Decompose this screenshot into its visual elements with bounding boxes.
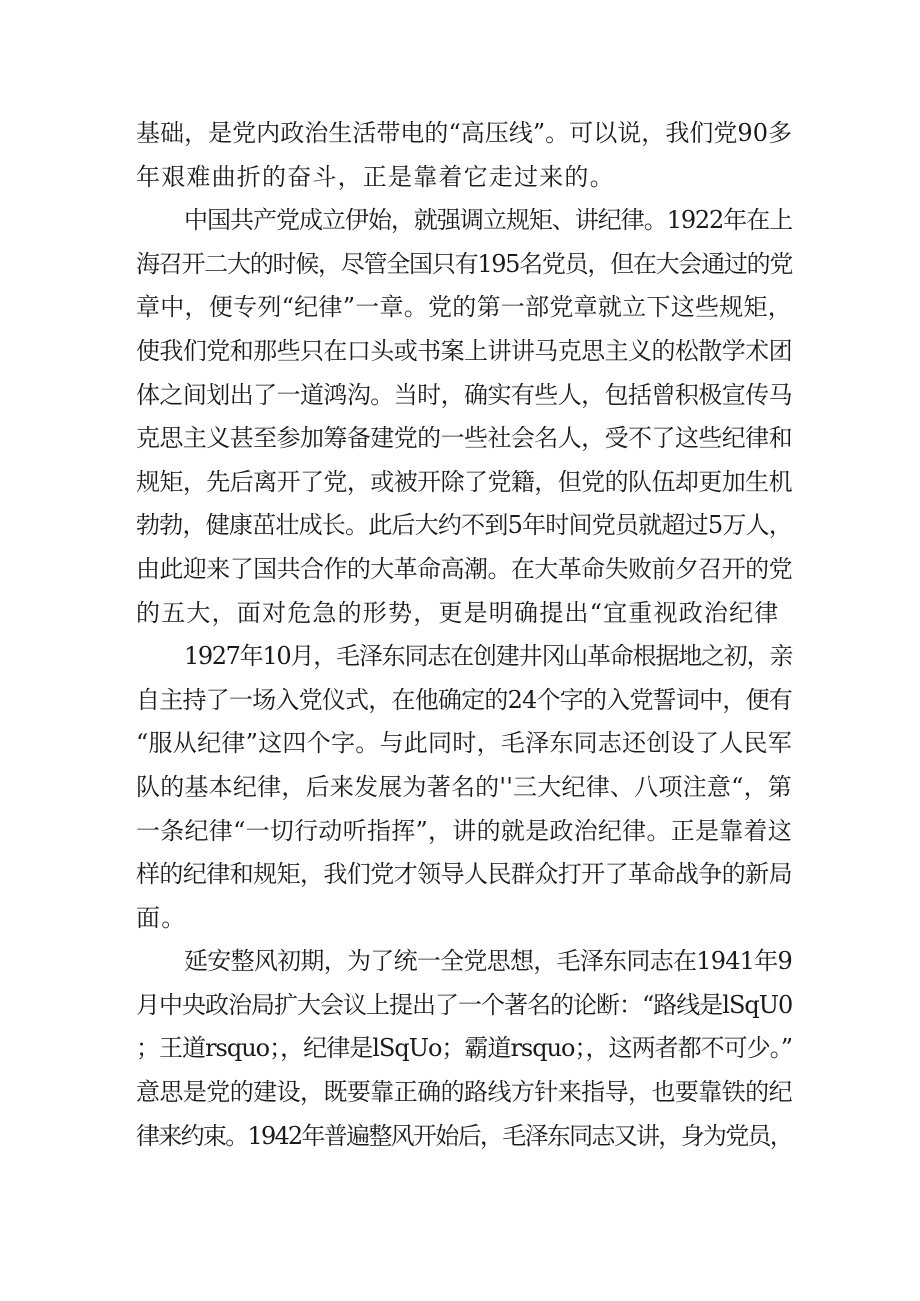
text-line: 一条纪律“一切行动听指挥”，讲的就是政治纪律。正是靠着这 — [136, 816, 792, 845]
document-body — [136, 112, 792, 1158]
text-line: 勃勃，健康茁壮成长。此后大约不到5年时间党员就超过5万人， — [136, 511, 792, 540]
text-line: ；王道rsquo；，纪律是lSqUo；霸道rsquo；，这两者都不可少。” — [136, 1034, 792, 1063]
text-line: 基础，是党内政治生活带电的“高压线”。可以说，我们党90多 — [136, 119, 792, 147]
text-line: 月中央政治局扩大会议上提出了一个著名的论断：“路线是lSqU0 — [136, 990, 793, 1019]
text-line: 样的纪律和规矩，我们党才领导人民群众打开了革命战争的新局 — [136, 860, 792, 889]
text-line: 自主持了一场入党仪式，在他确定的24个字的入党誓词中，便有 — [136, 685, 792, 714]
text-line: 克思主义甚至参加筹备建党的一些社会名人，受不了这些纪律和 — [136, 424, 792, 453]
text-line: 1927年10月，毛泽东同志在创建井冈山革命根据地之初，亲 — [184, 642, 792, 671]
text-line: “服从纪律”这四个字。与此同时，毛泽东同志还创设了人民军 — [136, 729, 792, 758]
text-line: 使我们党和那些只在口头或书案上讲讲马克思主义的松散学术团 — [136, 336, 792, 365]
text-line: 规矩，先后离开了党，或被开除了党籍，但党的队伍却更加生机 — [136, 467, 792, 496]
text-line: 队的基本纪律，后来发展为著名的''三大纪律、八项注意“，第 — [136, 772, 792, 801]
text-line: 律来约束。1942年普遍整风开始后，毛泽东同志又讲，身为党员， — [136, 1121, 792, 1150]
text-line: 章中，便专列“纪律”一章。党的第一部党章就立下这些规矩， — [136, 293, 792, 322]
paragraph-2 — [136, 199, 792, 635]
text-line: 中国共产党成立伊始，就强调立规矩、讲纪律。1922年在上 — [184, 206, 792, 235]
text-line: 海召开二大的时候，尽管全国只有195名党员，但在大会通过的党 — [136, 249, 792, 278]
text-line: 意思是党的建设，既要靠正确的路线方针来指导，也要靠铁的纪 — [136, 1078, 792, 1107]
text-line: 的五大，面对危急的形势，更是明确提出“宜重视政治纪律 — [136, 598, 780, 627]
paragraph-4 — [136, 940, 792, 1158]
text-line: 面。 — [136, 903, 187, 932]
text-line: 年艰难曲折的奋斗，正是靠着它走过来的。 — [136, 162, 615, 191]
text-line: 体之间划出了一道鸿沟。当时，确实有些人，包括曾积极宣传马 — [136, 380, 792, 409]
text-line: 延安整风初期，为了统一全党思想，毛泽东同志在1941年9 — [184, 947, 792, 976]
paragraph-1 — [136, 112, 792, 199]
text-line: 由此迎来了国共合作的大革命高潮。在大革命失败前夕召开的党 — [136, 554, 792, 583]
paragraph-3 — [136, 635, 792, 940]
